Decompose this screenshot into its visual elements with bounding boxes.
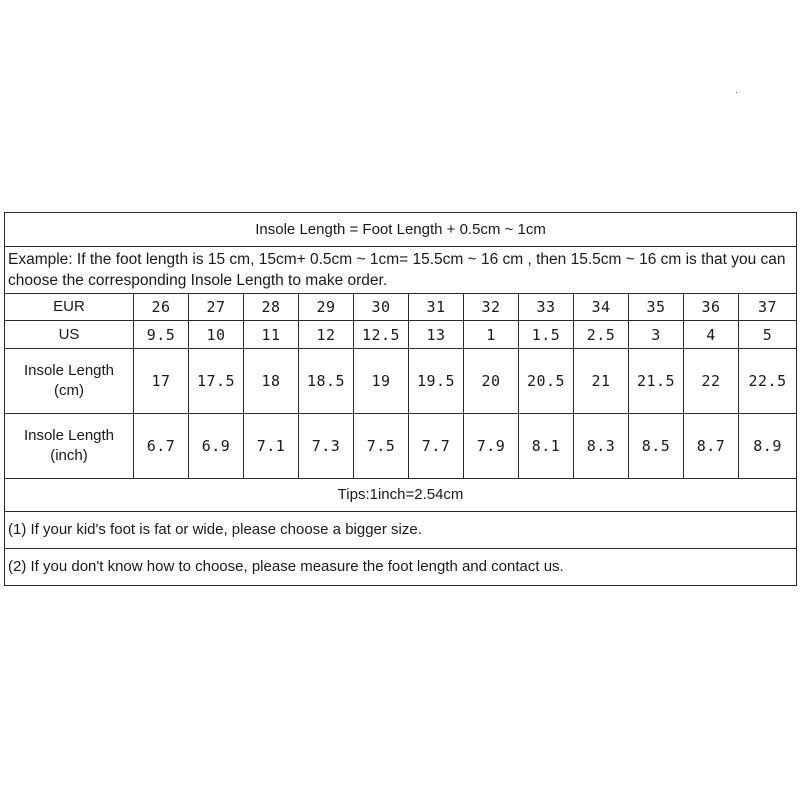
insole-cm-value: 22.5 <box>739 349 797 414</box>
insole-inch-row <box>5 414 797 479</box>
us-size: 3 <box>629 321 684 349</box>
insole-inch-value: 7.9 <box>464 414 519 479</box>
example-row <box>5 247 797 294</box>
insole-cm-label-line1: Insole Length <box>23 362 115 379</box>
size-chart-table <box>4 212 797 586</box>
insole-cm-value: 21.5 <box>629 349 684 414</box>
insole-cm-value: 18.5 <box>299 349 354 414</box>
insole-inch-value: 7.3 <box>299 414 354 479</box>
eur-label: EUR <box>5 294 134 321</box>
us-size: 2.5 <box>574 321 629 349</box>
insole-inch-label <box>5 414 134 479</box>
eur-size: 32 <box>464 294 519 321</box>
insole-inch-value: 7.1 <box>244 414 299 479</box>
eur-size: 37 <box>739 294 797 321</box>
us-label: US <box>5 321 134 349</box>
insole-formula: Insole Length = Foot Length + 0.5cm ~ 1cm <box>5 213 797 247</box>
eur-size: 30 <box>354 294 409 321</box>
note-wide-foot: (1) If your kid's foot is fat or wide, please choose a bigger size. <box>5 512 797 549</box>
insole-cm-value: 22 <box>684 349 739 414</box>
insole-inch-label-line1: Insole Length <box>23 427 115 444</box>
insole-cm-value: 18 <box>244 349 299 414</box>
us-size: 12 <box>299 321 354 349</box>
eur-size: 33 <box>519 294 574 321</box>
us-size: 13 <box>409 321 464 349</box>
eur-size: 27 <box>189 294 244 321</box>
insole-cm-label-line2: (cm) <box>54 382 84 399</box>
eur-size: 28 <box>244 294 299 321</box>
insole-cm-label <box>5 349 134 414</box>
insole-cm-value: 19 <box>354 349 409 414</box>
eur-size: 34 <box>574 294 629 321</box>
us-size: 9.5 <box>134 321 189 349</box>
us-size: 1.5 <box>519 321 574 349</box>
insole-cm-value: 17.5 <box>189 349 244 414</box>
us-size: 11 <box>244 321 299 349</box>
note-row <box>5 549 797 586</box>
insole-inch-value: 8.9 <box>739 414 797 479</box>
example-text: Example: If the foot length is 15 cm, 15cm+ 0.5cm ~ 1cm= 15.5cm ~ 16 cm , then 15.5cm ~ 16 cm is that you can choose the corresponding Insole Length to make order. <box>5 247 797 294</box>
formula-row <box>5 213 797 247</box>
insole-cm-value: 20.5 <box>519 349 574 414</box>
eur-size: 35 <box>629 294 684 321</box>
stray-dot <box>736 92 737 93</box>
insole-inch-value: 8.5 <box>629 414 684 479</box>
insole-inch-value: 7.7 <box>409 414 464 479</box>
eur-size: 31 <box>409 294 464 321</box>
eur-size: 36 <box>684 294 739 321</box>
insole-inch-value: 8.1 <box>519 414 574 479</box>
insole-cm-value: 19.5 <box>409 349 464 414</box>
insole-inch-value: 7.5 <box>354 414 409 479</box>
note-row <box>5 512 797 549</box>
us-size: 5 <box>739 321 797 349</box>
us-size: 12.5 <box>354 321 409 349</box>
insole-inch-value: 8.3 <box>574 414 629 479</box>
insole-inch-value: 6.9 <box>189 414 244 479</box>
insole-cm-value: 17 <box>134 349 189 414</box>
us-row <box>5 321 797 349</box>
insole-cm-value: 21 <box>574 349 629 414</box>
us-size: 10 <box>189 321 244 349</box>
insole-inch-label-line2: (inch) <box>50 447 88 464</box>
eur-size: 29 <box>299 294 354 321</box>
us-size: 4 <box>684 321 739 349</box>
eur-size: 26 <box>134 294 189 321</box>
insole-inch-value: 6.7 <box>134 414 189 479</box>
conversion-tip: Tips:1inch=2.54cm <box>5 479 797 512</box>
insole-cm-value: 20 <box>464 349 519 414</box>
note-contact: (2) If you don't know how to choose, please measure the foot length and contact us. <box>5 549 797 586</box>
eur-row <box>5 294 797 321</box>
tips-row <box>5 479 797 512</box>
us-size: 1 <box>464 321 519 349</box>
insole-inch-value: 8.7 <box>684 414 739 479</box>
insole-cm-row <box>5 349 797 414</box>
